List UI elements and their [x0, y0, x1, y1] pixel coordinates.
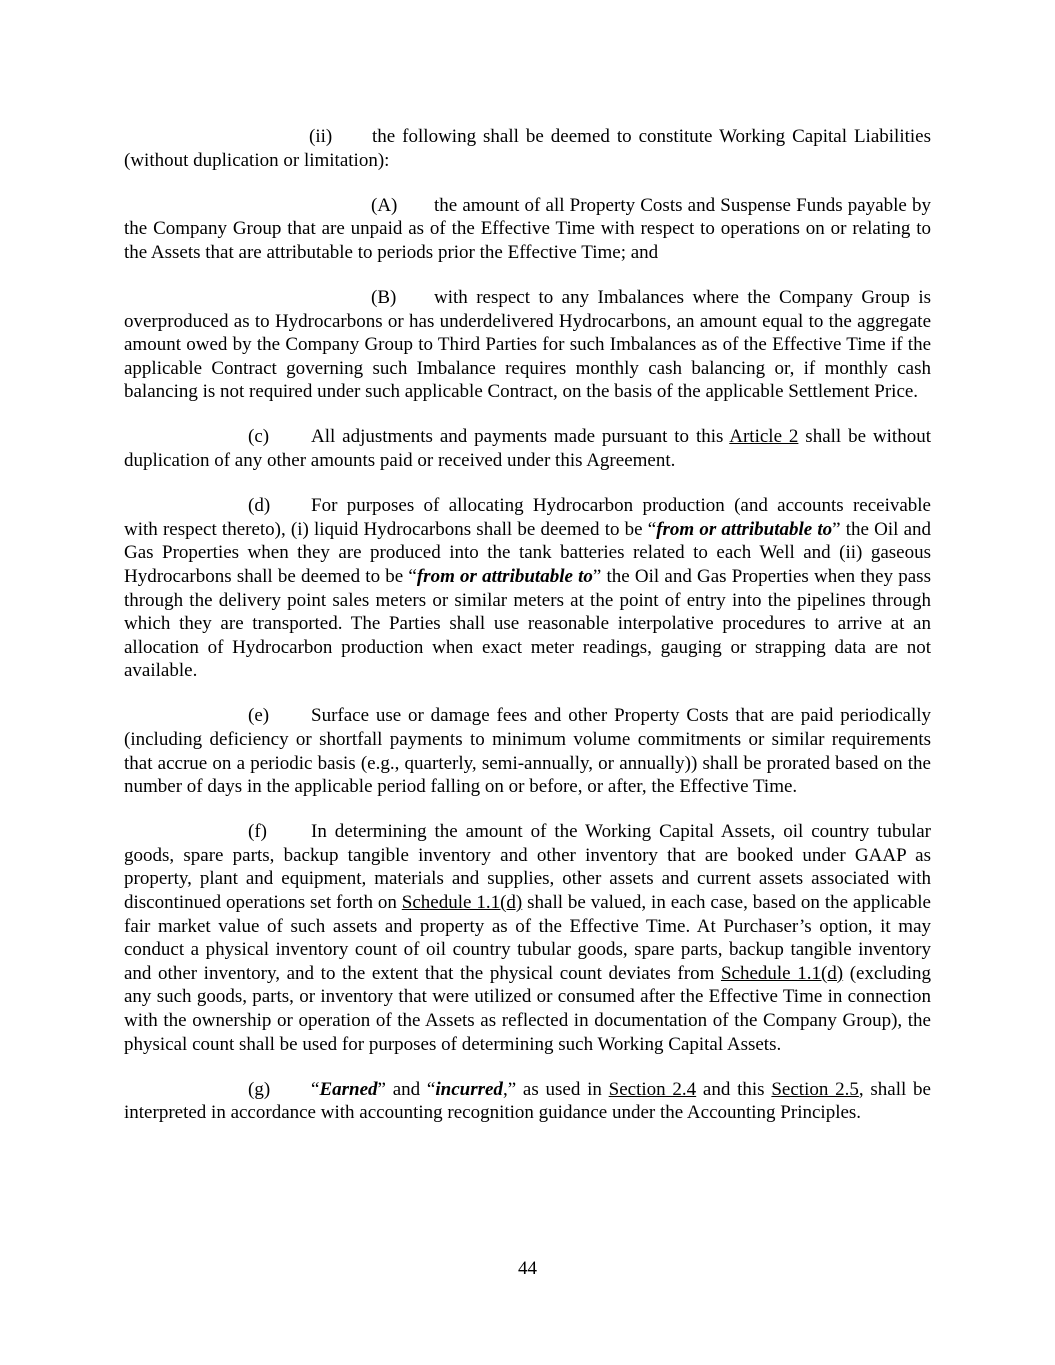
clause-g-label: (g) [248, 1078, 271, 1100]
clause-A [124, 194, 931, 265]
clause-g-text-5: , shall be interpreted in accordance with accounting recognition guidance under the Accounting Principles. [124, 1078, 931, 1124]
clause-g-text-4: and this [696, 1078, 772, 1100]
clause-e-text: Surface use or damage fees and other Property Costs that are paid periodically (including deficiency or shortfall payments to minimum volume commitments or similar requirements that accrue on a periodic basis (e.g., quarterly, semi-annually, or annually)) shall be prorated based on the number of days in the applicable period falling on or before, or after, the Effective Time. [124, 705, 931, 798]
schedule-1-1-d-link-2[interactable]: Schedule 1.1(d) [720, 962, 844, 984]
clause-d-text-2: ” the Oil and Gas Properties when they are produced into the tank batteries related to each Well and (ii) gaseous Hydrocarbons shall be deemed to be “ [124, 518, 932, 587]
clause-g [124, 1078, 931, 1125]
defined-term-earned: Earned [319, 1078, 378, 1100]
clause-d-text-1: For purposes of allocating Hydrocarbon production (and accounts receivable with respect thereto), (i) liquid Hydrocarbons shall be deemed to be “ [124, 495, 931, 540]
section-2-5-link[interactable]: Section 2.5 [771, 1078, 859, 1100]
page-body [124, 125, 931, 1146]
defined-term-from-or-attributable-to-2: from or attributable to [416, 565, 593, 587]
clause-ii [124, 125, 931, 172]
section-2-4-link[interactable]: Section 2.4 [608, 1078, 697, 1100]
clause-c-text-2: shall be without duplication of any other amounts paid or received under this Agreement. [124, 426, 931, 472]
clause-f-text-1: In determining the amount of the Working Capital Assets, oil country tubular goods, spare parts, backup tangible inventory and other inventory that are booked under GAAP as property, plant and equipment, materials and supplies, other assets and current assets associated with discontinued operations set forth on [124, 821, 931, 914]
clause-f [124, 820, 931, 1056]
clause-g-text-1: “ [311, 1078, 320, 1100]
defined-term-from-or-attributable-to: from or attributable to [656, 518, 833, 540]
clause-d-text-3: ” the Oil and Gas Properties when they pass through the delivery point sales meters or similar meters at the point of entry into the pipelines through which they are transported. The Parties shall use reasonable interpolative procedures to arrive at an allocation of Hydrocarbon production when exact meter readings, gauging or strapping data are not available. [124, 565, 931, 682]
clause-ii-label: (ii) [309, 126, 333, 147]
clause-c-text-1: All adjustments and payments made pursuant to this [311, 426, 730, 448]
clause-B-text: with respect to any Imbalances where the Company Group is overproduced as to Hydrocarbons or has underdelivered Hydrocarbons, an amount equal to the aggregate amount owed by the Company Group to Third Parties for such Imbalances as of the Effective Time if the applicable Contract governing such Imbalance requires monthly cash balancing or, if monthly cash balancing is not required under such applicable Contract, on the basis of the applicable Settlement Price. [124, 286, 931, 403]
clause-ii-text: the following shall be deemed to constitute Working Capital Liabilities (without duplication or limitation): [124, 126, 931, 171]
clause-d-label: (d) [248, 495, 271, 517]
clause-g-text-2: ” and “ [377, 1078, 436, 1100]
schedule-1-1-d-link[interactable]: Schedule 1.1(d) [401, 892, 523, 914]
article-2-link[interactable]: Article 2 [729, 426, 799, 448]
clause-A-label: (A) [371, 194, 398, 216]
clause-e [124, 704, 931, 798]
clause-A-text: the amount of all Property Costs and Suspense Funds payable by the Company Group that are unpaid as of the Effective Time with respect to operations on or relating to the Assets that are attributable to periods prior the Effective Time; and [124, 194, 931, 263]
clause-e-label: (e) [248, 705, 270, 727]
clause-f-label: (f) [248, 821, 267, 843]
page-number: 44 [518, 1258, 537, 1279]
clause-d [124, 494, 931, 683]
clause-c [124, 425, 931, 472]
clause-f-text-2: shall be valued, in each case, based on the applicable fair market value of such assets and property as of the Effective Time. At Purchaser’s option, it may conduct a physical inventory count of oil country tubular goods, spare parts, backup tangible inventory and other inventory, and to the extent that the physical count deviates from [124, 892, 931, 984]
clause-B [124, 286, 931, 404]
clause-g-text-3: ,” as used in [502, 1078, 609, 1100]
clause-c-label: (c) [248, 426, 270, 448]
clause-B-label: (B) [371, 286, 397, 308]
clause-f-text-3: (excluding any such goods, parts, or inventory that were utilized or consumed after the Effective Time in connection with the ownership or operation of the Assets as reflected in documentation of the Company Group), the physical count shall be used for purposes of determining such Working Capital Assets. [124, 962, 931, 1055]
defined-term-incurred: incurred [435, 1078, 503, 1100]
